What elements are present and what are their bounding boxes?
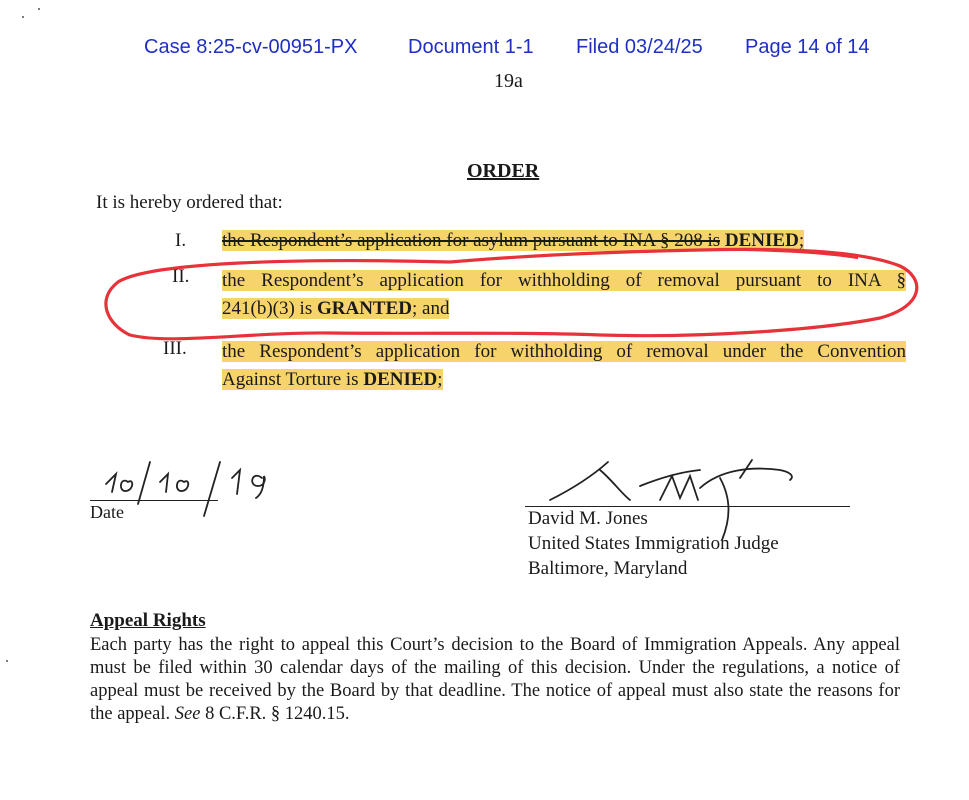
appeal-rights-body xyxy=(90,634,900,726)
scan-speck xyxy=(38,8,40,10)
item-3-line2: Against Torture is xyxy=(222,369,359,390)
page-number: 19a xyxy=(494,70,523,92)
scan-speck xyxy=(22,16,24,18)
scan-speck xyxy=(6,660,8,662)
item-3-tail: ; xyxy=(437,369,443,390)
filed-date: Filed 03/24/25 xyxy=(576,36,703,58)
item-1-numeral: I. xyxy=(175,230,187,251)
signature-line xyxy=(525,506,850,507)
appeal-rights-text: Each party has the right to appeal this Court’s decision to the Board of Immigration Appeals. Any appeal must be filed within 30 calendar days of the mailing of this decision. Under the regulations, a notice of appeal must be received by the Board by that deadline. The notice of appeal must also state the reasons for the appeal. xyxy=(90,635,900,724)
judge-title: United States Immigration Judge xyxy=(528,533,779,554)
appeal-rights-title: Appeal Rights xyxy=(90,610,206,631)
item-3-line1: the Respondent’s application for withholding of removal under the Convention xyxy=(222,341,906,362)
order-title: ORDER xyxy=(467,160,540,182)
item-2-line2: 241(b)(3) is xyxy=(222,298,313,319)
item-2-tail: ; and xyxy=(412,298,450,319)
judge-location: Baltimore, Maryland xyxy=(528,558,688,579)
item-2-line1: the Respondent’s application for withholding of removal pursuant to INA § xyxy=(222,270,906,291)
citation-see: See xyxy=(174,704,201,724)
item-3-decision: DENIED xyxy=(363,369,438,390)
case-number: Case 8:25-cv-00951-PX xyxy=(144,36,358,58)
item-1-tail: ; xyxy=(798,230,805,251)
item-1-decision: DENIED xyxy=(724,230,799,251)
item-1-text: the Respondent’s application for asylum pursuant to INA § 208 is xyxy=(222,230,721,251)
order-intro: It is hereby ordered that: xyxy=(96,192,283,213)
item-2-decision: GRANTED xyxy=(316,298,412,319)
date-label: Date xyxy=(90,502,124,522)
document-number: Document 1-1 xyxy=(408,36,534,58)
page-count: Page 14 of 14 xyxy=(745,36,870,58)
judge-name: David M. Jones xyxy=(528,508,648,529)
item-3-numeral: III. xyxy=(163,338,187,359)
item-2-numeral: II. xyxy=(172,266,190,287)
citation: 8 C.F.R. § 1240.15. xyxy=(205,704,350,724)
